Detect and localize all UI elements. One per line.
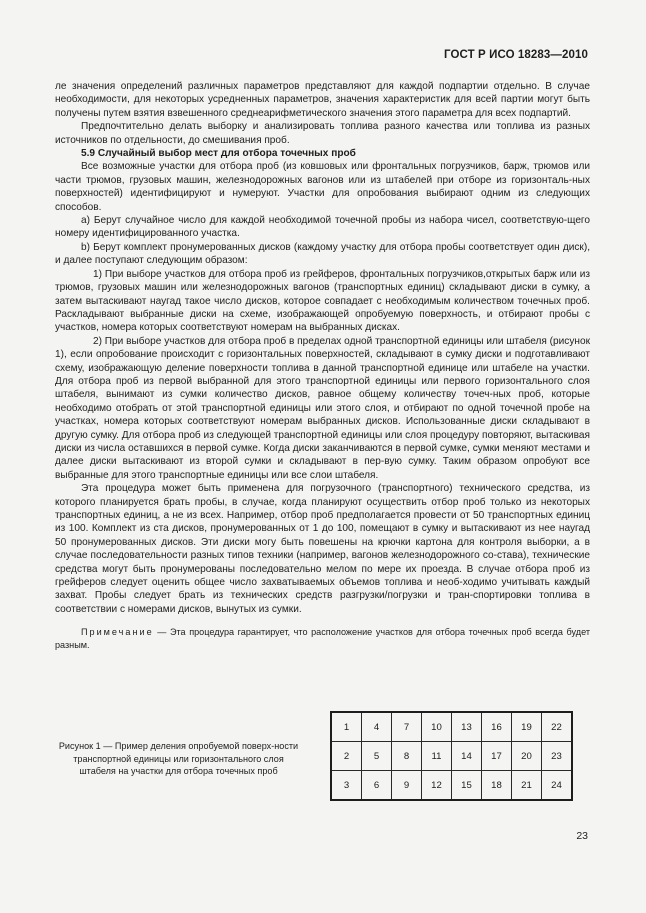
paragraph-method-b1: 1) При выборе участков для отбора проб из грейферов, фронтальных погрузчиков,открытых барж или из трюмов, грузовых машин или железнодорожных вагонов (транспортных единиц) складывают диски в сумку, а затем вытаскивают наугад такое число дисков, которое совпадает с необходимым количеством точечных проб. Раскладывают выбранные диски на схеме, изображающей опробуемую поверхность, и отбирают пробы с участков, номера которых соответствуют номерам на выбранных дисках.	[55, 268, 590, 334]
grid-cell: 6	[362, 771, 392, 801]
paragraph-procedure: Эта процедура может быть применена для погрузочного (транспортного) технического средства, из которого планируется брать пробы, в случае, когда планируют осуществить отбор проб только из некоторых транспортных единиц, а не из всех. Например, отбор проб предполагается провести от 50 транспортных единиц из 100. Комплект из ста дисков, пронумерованных от 1 до 100, помещают в сумку и вытаскивают из нее наугад 50 пронумерованных дисков. Эти диски могу быть повешены на крючки картона для контроля выборки, а в случае последовательности разных типов техники (например, вагонов железнодорожного со-става), технические средства могут быть пронумерованы последовательно мелом по мере их проезда. В случае отбора проб из грейферов следует оценить общее число захватываемых объемов топлива и необ-ходимо учитывать каждый захват. Пробы следует брать из технических средств разгрузки/погрузки и тран-спортировки топлива в соответствии с номерами дисков, вынутых из сумки.	[55, 483, 590, 615]
grid-row	[331, 742, 572, 771]
grid-cell: 22	[542, 712, 573, 742]
grid-cell: 23	[542, 742, 573, 771]
grid-cell: 18	[482, 771, 512, 801]
grid-cell: 20	[512, 742, 542, 771]
grid-cell: 4	[362, 712, 392, 742]
grid-cell: 2	[331, 742, 362, 771]
paragraph-method-a: a) Берут случайное число для каждой необходимой точечной пробы из набора чисел, соответствую-щего номеру идентифицированного участка.	[55, 215, 590, 240]
grid-row	[331, 771, 572, 801]
note	[55, 626, 590, 651]
grid-cell: 8	[392, 742, 422, 771]
grid-cell: 16	[482, 712, 512, 742]
page-number: 23	[576, 830, 588, 842]
note-label: Примечание	[81, 627, 154, 638]
document-code-header: ГОСТ Р ИСО 18283—2010	[443, 49, 588, 61]
paragraph-areas: Все возможные участки для отбора проб (из ковшовых или фронтальных погрузчиков, барж, трюмов или части трюмов, грузовых машин, железнодорожных вагонов или из штабелей при отборе из горизонталь-ных поверхностей) идентифицируют и нумеруют. Участки для опробования выбирают одним из следующих способов.	[55, 161, 590, 213]
grid-cell: 14	[452, 742, 482, 771]
note-text: — Эта процедура гарантирует, что расположение участков для отбора точечных проб всегда будет разным.	[55, 627, 590, 650]
figure-caption: Рисунок 1 — Пример деления опробуемой поверх-ности транспортной единицы или горизонтального слоя штабеля на участки для отбора точечных проб	[58, 741, 299, 777]
grid-cell: 11	[422, 742, 452, 771]
grid-cell: 19	[512, 712, 542, 742]
grid-cell: 15	[452, 771, 482, 801]
grid-cell: 17	[482, 742, 512, 771]
grid-cell: 5	[362, 742, 392, 771]
grid-cell: 1	[331, 712, 362, 742]
main-text	[55, 80, 590, 651]
grid-cell: 13	[452, 712, 482, 742]
paragraph-method-b: b) Берут комплект пронумерованных дисков (каждому участку для отбора пробы соответствует один диск), и далее поступают следующим образом:	[55, 241, 590, 267]
paragraph-continuation: ле значения определений различных параметров представляют для каждой подпартии отдельно. В случае необходимости, для некоторых усредненных параметров, значения характеристик для всей партии могут быть получены путем взятия взвешенного среднеарифметического значения этого параметра для всех подпартий.	[55, 81, 590, 119]
grid-cell: 24	[542, 771, 573, 801]
grid-cell: 9	[392, 771, 422, 801]
section-heading: 5.9 Случайный выбор мест для отбора точечных проб	[81, 148, 356, 160]
sampling-grid	[330, 711, 573, 801]
grid-cell: 12	[422, 771, 452, 801]
grid-row	[331, 712, 572, 742]
paragraph-preference: Предпочтительно делать выборку и анализировать топлива разного качества или топлива из разных источников по отдельности, до смешивания проб.	[55, 121, 590, 146]
grid-cell: 10	[422, 712, 452, 742]
grid-cell: 7	[392, 712, 422, 742]
paragraph-method-b2: 2) При выборе участков для отбора проб в пределах одной транспортной единицы или штабеля (рисунок 1), если опробование происходит с горизонтальных поверхностей, складывают в сумку диски и подготавливают схему, изображающую деление поверхности топлива в данной транспортной единице или штабеле на участки. Для отбора проб из первой выбранной для этого транспортной единицы или первого горизонтального слоя штабеля, вынимают из сумки количество дисков, равное общему количеству точеч-ных проб, которые необходимо отобрать от этой транспортной единицы или этого слоя, и отбирают по одной точечной пробе на участках, номера которых соответствуют номерам выбранных дисков. Использованные диски складывают в другую сумку. Для отбора проб из следующей транспортной единицы или слоя процедуру повторяют, вытаскивая диски из числа оставшихся в первой сумке. Когда диски заканчиваются в первой сумке, сумки меняют местами и далее диски вытаскивают из второй сумки и складывают в пер-вую сумку. Таким образом опробуют все выбранные для этого транспортные единицы или все слои штабеля.	[55, 335, 590, 481]
grid-cell: 3	[331, 771, 362, 801]
grid-cell: 21	[512, 771, 542, 801]
